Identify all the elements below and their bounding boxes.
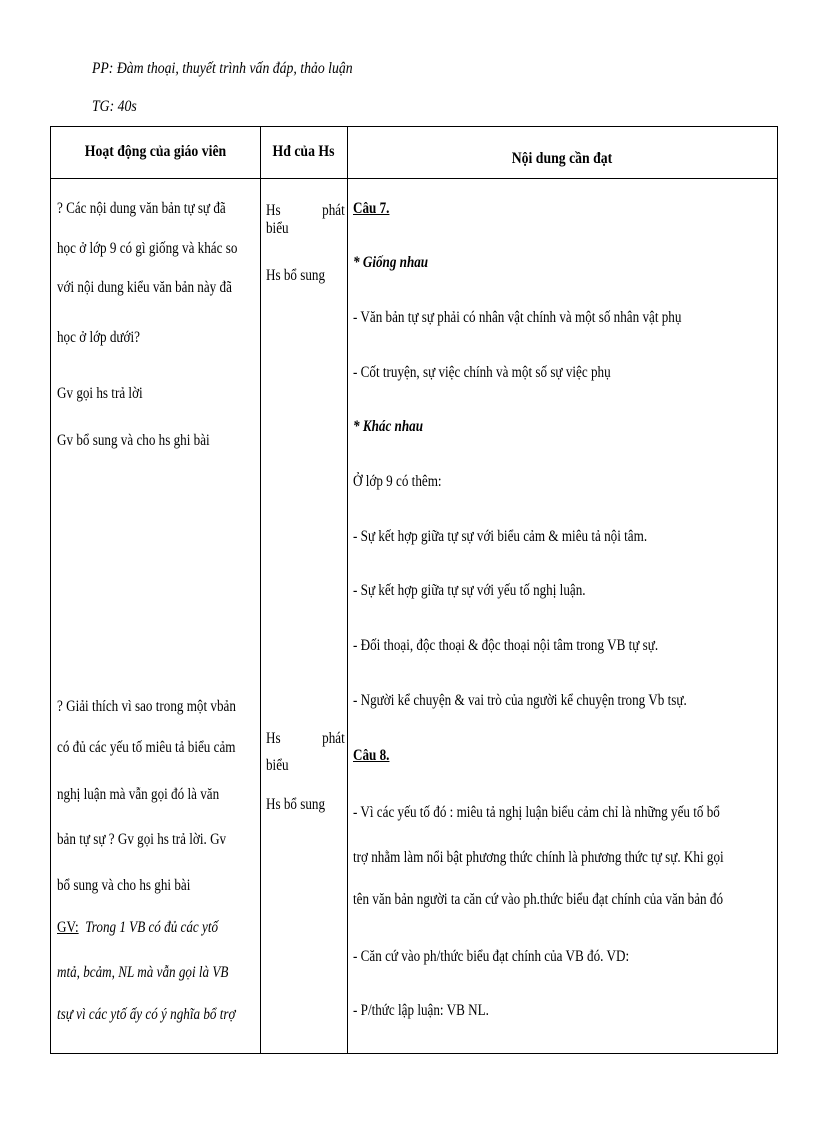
method-line: PP: Đàm thoại, thuyết trình vấn đáp, thảo luận <box>92 60 353 77</box>
differences-heading: * Khác nhau <box>353 418 424 435</box>
header-divider <box>51 178 777 179</box>
teacher-question-2-line: bổ sung và cho hs ghi bài <box>57 877 191 894</box>
teacher-question-1-line: với nội dung kiểu văn bản này đã <box>57 279 232 296</box>
teacher-note-line: mtả, bcảm, NL mà vẫn gọi là VB <box>57 964 229 981</box>
content-line: - Vì các yếu tố đó : miêu tả nghị luận biểu cảm chỉ là những yếu tố bổ <box>353 804 720 821</box>
content-line: Ở lớp 9 có thêm: <box>353 473 442 490</box>
column-divider <box>260 127 261 1053</box>
col-header-teacher: Hoạt động của giáo viên <box>84 143 227 160</box>
student-activity-1: Hs bổ sung <box>266 267 326 284</box>
teacher-question-1-line: ? Các nội dung văn bản tự sự đã <box>57 200 226 217</box>
gv-label: GV: <box>57 919 79 936</box>
teacher-question-2-line: nghị luận mà vẫn gọi đó là văn <box>57 786 220 803</box>
similarities-heading: * Giống nhau <box>353 254 429 271</box>
student-activity-1: Hs phát <box>266 202 345 219</box>
col-header-student: Hđ của Hs <box>272 143 335 160</box>
teacher-question-2-line: có đủ các yếu tố miêu tả biểu cảm <box>57 739 236 756</box>
content-line: - Sự kết hợp giữa tự sự với biểu cảm & miêu tả nội tâm. <box>353 528 648 545</box>
content-line: - P/thức lập luận: VB NL. <box>353 1002 489 1019</box>
teacher-question-2-line: bản tự sự ? Gv gọi hs trả lời. Gv <box>57 831 227 848</box>
content-line: - Đối thoại, độc thoại & độc thoại nội tâm trong VB tự sự. <box>353 637 659 654</box>
cau-8-heading: Câu 8. <box>353 747 390 764</box>
content-line: - Căn cứ vào ph/thức biểu đạt chính của VB đó. VD: <box>353 948 630 965</box>
col-header-content: Nội dung cần đạt <box>511 150 613 167</box>
time-line: TG: 40s <box>92 98 137 115</box>
content-line: trợ nhằm làm nổi bật phương thức chính là phương thức tự sự. Khi gọi <box>353 849 724 866</box>
student-activity-2: biểu <box>266 757 289 774</box>
content-line: - Sự kết hợp giữa tự sự với yếu tố nghị luận. <box>353 582 586 599</box>
teacher-instruction: Gv bổ sung và cho hs ghi bài <box>57 432 210 449</box>
student-activity-2: Hs phát <box>266 730 345 747</box>
cau-7-heading: Câu 7. <box>353 200 390 217</box>
content-line: tên văn bản người ta căn cứ vào ph.thức biểu đạt chính của văn bản đó <box>353 891 723 908</box>
student-activity-2: Hs bổ sung <box>266 796 326 813</box>
content-line: - Văn bản tự sự phải có nhân vật chính và một số nhân vật phụ <box>353 309 682 326</box>
lesson-table <box>50 126 778 1054</box>
teacher-note-line: GV: Trong 1 VB có đủ các ytố <box>57 919 219 936</box>
content-line: - Cốt truyện, sự việc chính và một số sự việc phụ <box>353 364 611 381</box>
teacher-instruction: Gv gọi hs trả lời <box>57 385 143 402</box>
teacher-note-line: tsự vì các ytố ấy có ý nghĩa bổ trợ <box>57 1006 236 1023</box>
teacher-question-1-line: học ở lớp 9 có gì giống và khác so <box>57 240 238 257</box>
teacher-question-2-line: ? Giải thích vì sao trong một vbản <box>57 698 236 715</box>
content-line: - Người kể chuyện & vai trò của người kể chuyện trong Vb tsự. <box>353 692 687 709</box>
student-activity-1: biểu <box>266 220 289 237</box>
column-divider <box>347 127 348 1053</box>
teacher-question-1-line: học ở lớp dưới? <box>57 329 140 346</box>
